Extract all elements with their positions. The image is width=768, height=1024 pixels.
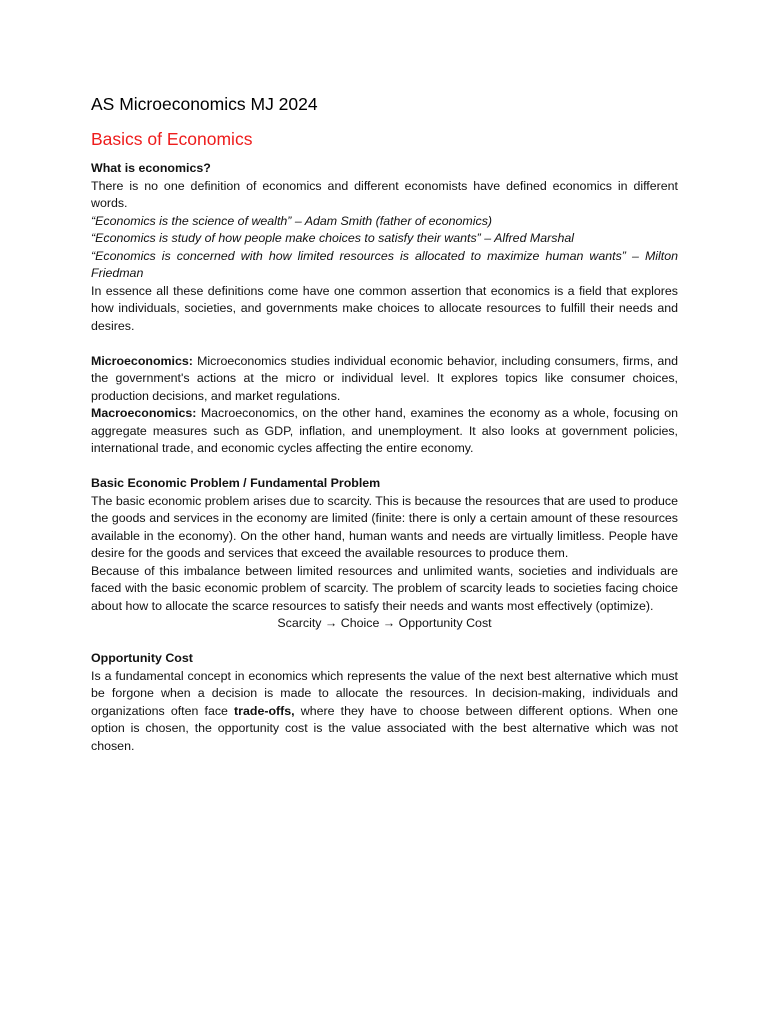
macroeconomics-text: Macroeconomics, on the other hand, examines the economy as a whole, focusing on aggregate measures such as GDP, inflation, and unemployment. It also looks at government policies, international trade, and economic cycles affecting the entire economy. [91, 406, 678, 455]
opportunity-text-after: where they have to choose between different options. When one option is chosen, the opportunity cost is the value associated with the best alternative which was not chosen. [91, 703, 678, 753]
spacer [91, 633, 678, 651]
macroeconomics-label: Macroeconomics: [91, 406, 197, 420]
opportunity-cost-paragraph [91, 668, 678, 756]
quote-adam-smith: “Economics is the science of wealth” – Adam Smith (father of economics) [91, 213, 493, 228]
quote-alfred-marshal: “Economics is study of how people make choices to satisfy their wants” – Alfred Marshal [91, 231, 574, 245]
what-is-economics-heading: What is economics? [91, 161, 211, 175]
scarcity-flow: Scarcity → Choice → Opportunity Cost [277, 616, 492, 630]
microeconomics-text: Microeconomics studies individual economic behavior, including consumers, firms, and the government's actions at the micro or individual level. It explores topics like consumer choices, production decisions, and market regulations. [91, 353, 678, 403]
microeconomics-paragraph [91, 353, 678, 406]
opportunity-cost-heading: Opportunity Cost [91, 651, 193, 665]
opportunity-text-before: Is a fundamental concept in economics which represents the value of the next best alternative which must be forgone when a decision is made to allocate the resources. In decision-making, individuals and organizations often face [91, 668, 678, 718]
document-title: AS Microeconomics MJ 2024 [91, 94, 318, 114]
macroeconomics-paragraph [91, 405, 678, 458]
basic-problem-paragraph-1: The basic economic problem arises due to scarcity. This is because the resources that are used to produce the goods and services in the economy are limited (finite: there is only a certain amount of these resources available in the economy). On the other hand, human wants and needs are virtually limitless. People have desire for the goods and services that exceed the available resources to produce them. [91, 493, 678, 560]
trade-offs-term: trade-offs, [234, 703, 295, 718]
spacer [91, 458, 678, 476]
microeconomics-label: Microeconomics: [91, 353, 193, 368]
definitions-summary: In essence all these definitions come have one common assertion that economics is a field that explores how individuals, societies, and governments make choices to allocate resources to fulfill their needs and desires. [91, 283, 678, 333]
basic-problem-heading: Basic Economic Problem / Fundamental Problem [91, 476, 381, 490]
spacer [91, 335, 678, 353]
quote-milton-friedman: “Economics is concerned with how limited resources is allocated to maximize human wants” – Milton Friedman [91, 248, 678, 280]
what-is-intro: There is no one definition of economics and different economists have defined economics in different words. [91, 178, 678, 210]
section-title: Basics of Economics [91, 129, 253, 149]
basic-problem-paragraph-2: Because of this imbalance between limited resources and unlimited wants, societies and individuals are faced with the basic economic problem of scarcity. The problem of scarcity leads to societies facing choice about how to allocate the scarce resources to satisfy their needs and wants most effectively (optimize). [91, 563, 678, 613]
document-body [91, 92, 678, 755]
